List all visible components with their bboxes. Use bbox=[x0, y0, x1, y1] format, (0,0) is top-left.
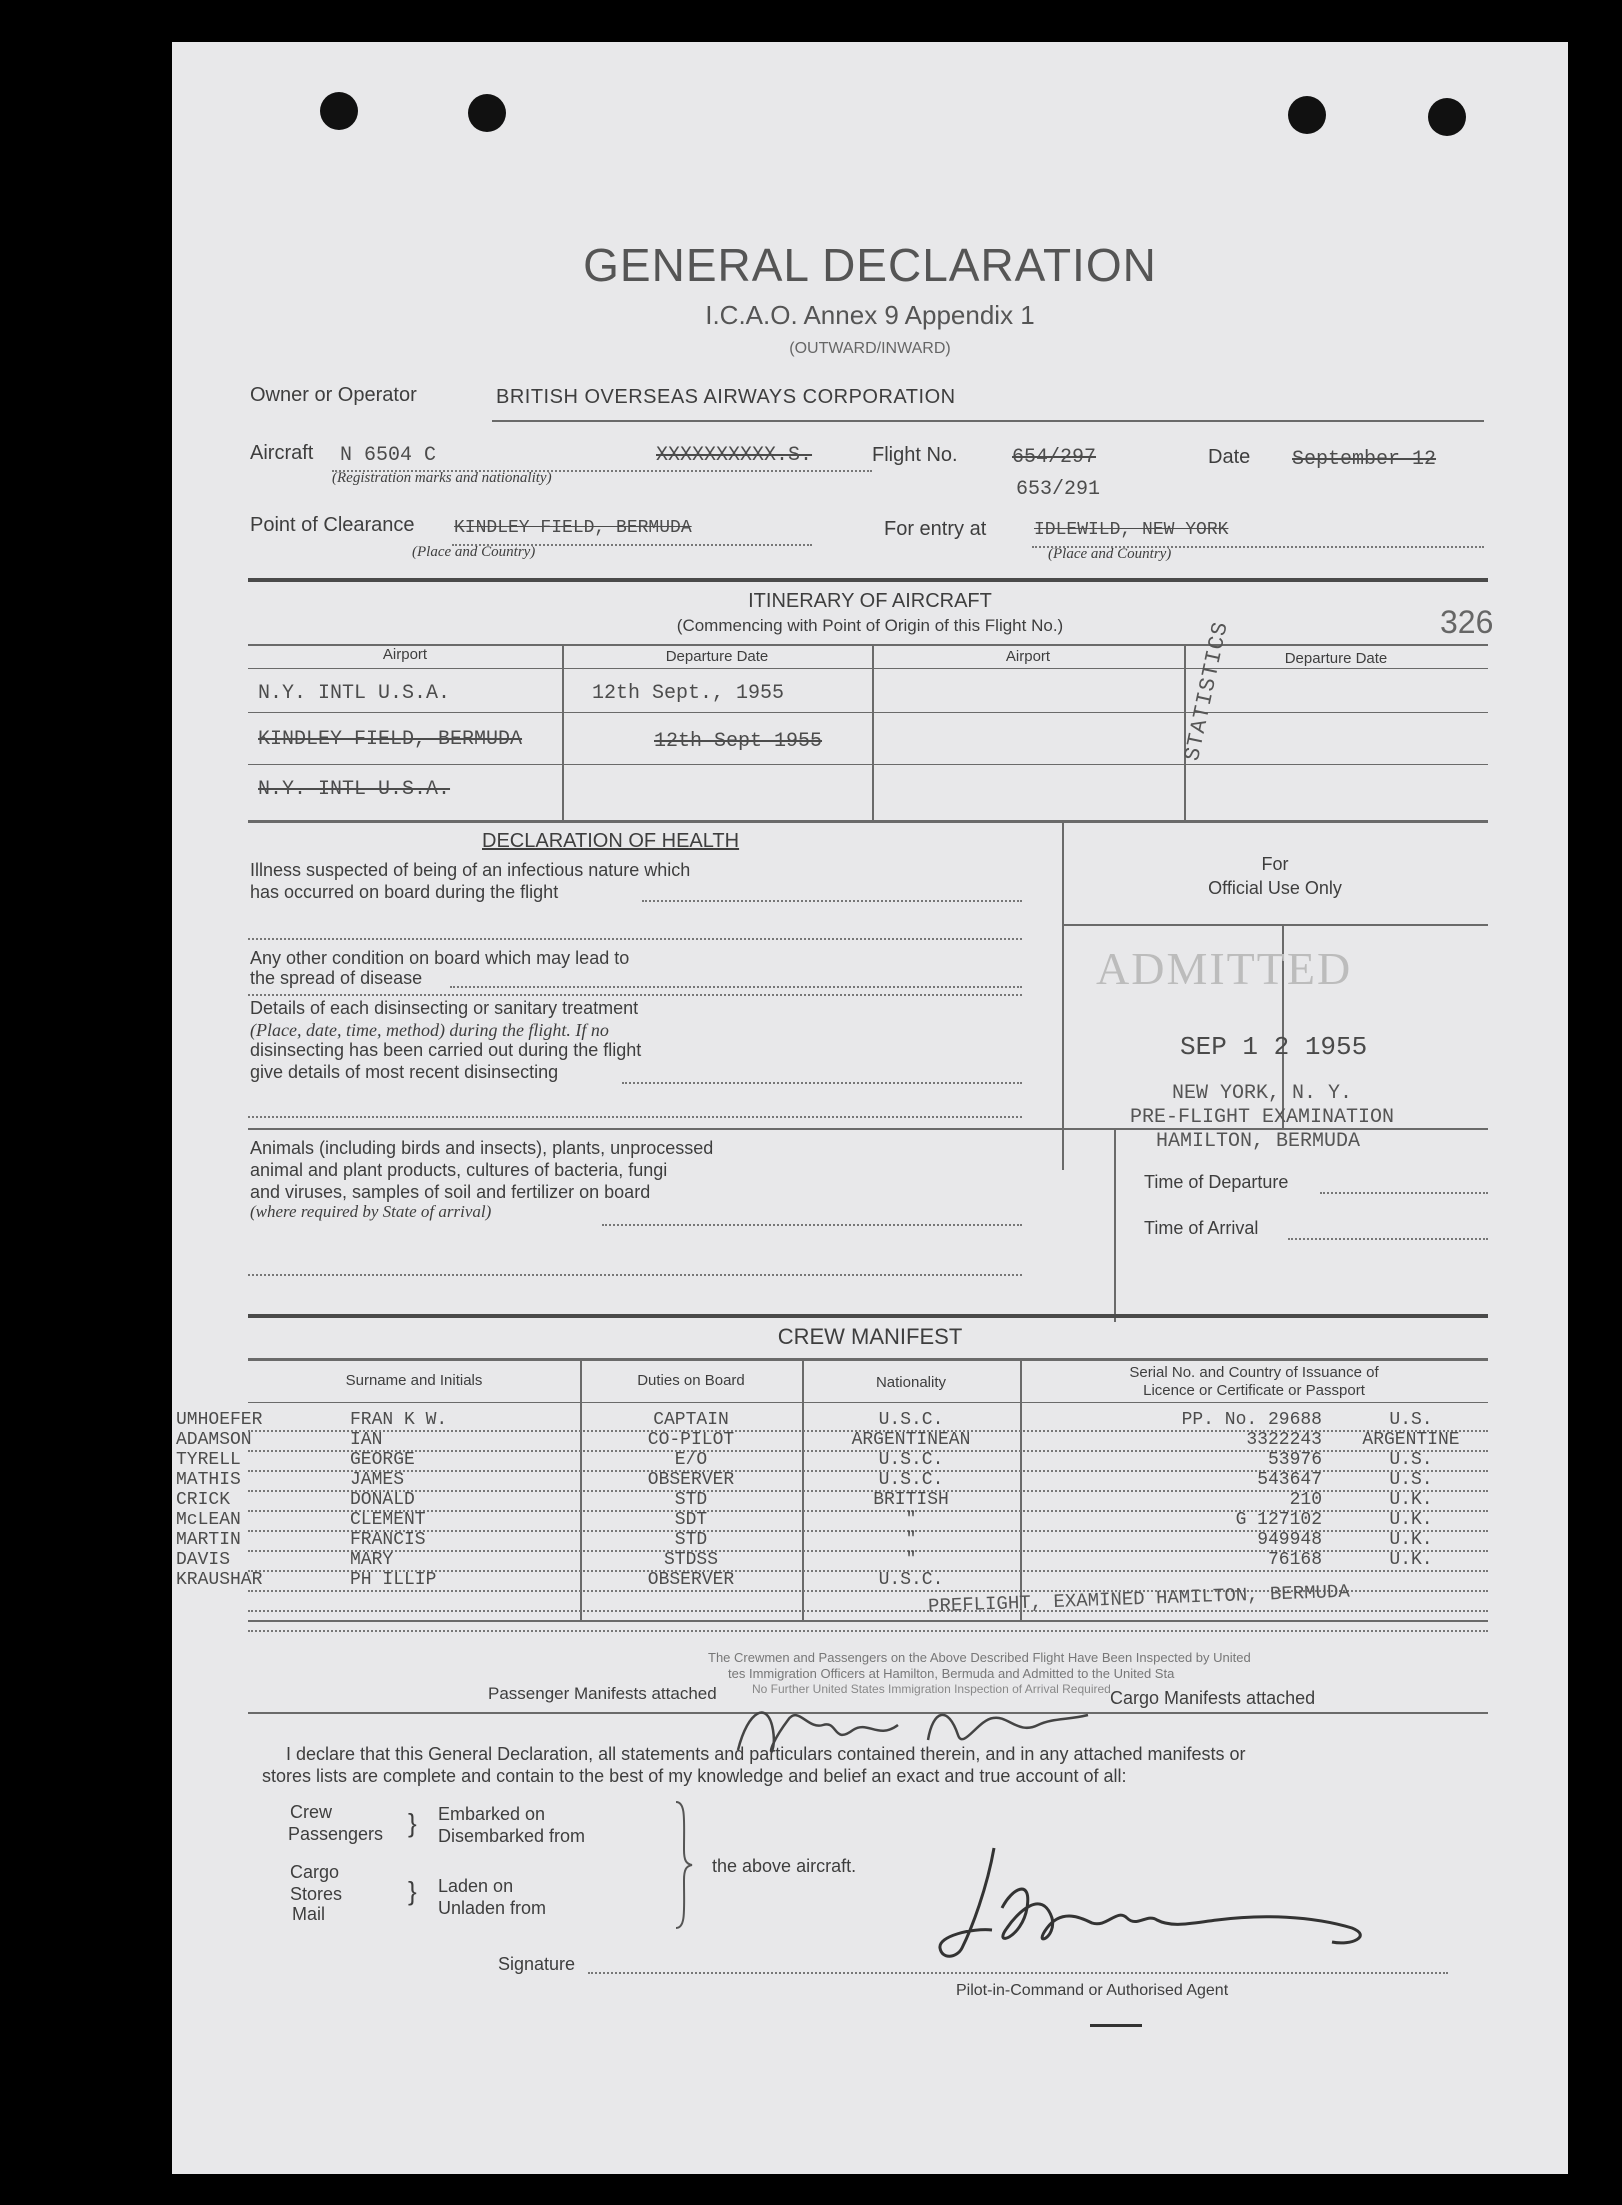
crew-serial: 3322243 bbox=[1246, 1430, 1322, 1450]
itinerary-col bbox=[872, 644, 874, 820]
health-q3-answer-line bbox=[622, 1082, 1022, 1084]
owner-value: BRITISH OVERSEAS AIRWAYS CORPORATION bbox=[496, 386, 956, 408]
crew-serial: 210 bbox=[1289, 1490, 1322, 1510]
above-aircraft: the above aircraft. bbox=[712, 1856, 857, 1876]
crew-top bbox=[248, 1358, 1488, 1361]
crew-duty: OBSERVER bbox=[647, 1470, 735, 1490]
form-title: GENERAL DECLARATION bbox=[583, 239, 1157, 291]
itinerary-title: ITINERARY OF AIRCRAFT bbox=[748, 590, 992, 612]
declaration-form bbox=[172, 42, 1568, 2174]
flight-label: Flight No. bbox=[872, 444, 958, 466]
crew-nationality: U.S.C. bbox=[878, 1470, 944, 1490]
entry-label: For entry at bbox=[884, 518, 987, 540]
itinerary-airport: N.Y. INTL U.S.A. bbox=[258, 682, 451, 705]
admitted-stamp: ADMITTED bbox=[1096, 943, 1353, 994]
crew-duty: SDT bbox=[674, 1510, 708, 1530]
animals-divider bbox=[1114, 1128, 1116, 1322]
crew-serial: G 127102 bbox=[1235, 1510, 1322, 1530]
disembarked-label: Disembarked from bbox=[438, 1826, 586, 1846]
crew-country: U.K. bbox=[1389, 1510, 1433, 1530]
crew-blank-line bbox=[248, 1630, 1488, 1632]
crew-initials: IAN bbox=[350, 1430, 383, 1450]
official-box-top bbox=[1062, 924, 1488, 926]
divider bbox=[248, 1314, 1488, 1318]
crew-blank-line bbox=[248, 1610, 1488, 1612]
preflight-line-stamp: PREFLIGHT, EXAMINED HAMILTON, BERMUDA bbox=[927, 1580, 1351, 1618]
itinerary-airport: KINDLEY FIELD, BERMUDA bbox=[258, 728, 523, 751]
time-departure-line bbox=[1320, 1192, 1488, 1194]
admit-place: NEW YORK, N. Y. bbox=[1172, 1082, 1353, 1105]
health-title: DECLARATION OF HEALTH bbox=[482, 830, 740, 852]
inspection-line1: The Crewmen and Passengers on the Above Described Flight Have Been Inspected by United bbox=[708, 1650, 1251, 1665]
health-q1-answer-line bbox=[642, 900, 1022, 902]
bottom-mark bbox=[1090, 2024, 1142, 2027]
date-value: September 12 bbox=[1292, 448, 1437, 471]
inspection-line3: No Further United States Immigration Inspection of Arrival Required bbox=[752, 1682, 1111, 1696]
health-q3-line4: give details of most recent disinsecting bbox=[250, 1062, 559, 1082]
punch-hole bbox=[468, 94, 506, 132]
crew-country: U.K. bbox=[1389, 1530, 1433, 1550]
crew-surname: MARTIN bbox=[176, 1530, 241, 1550]
animals-answer-line bbox=[602, 1224, 1022, 1226]
crew-surname: TYRELL bbox=[176, 1450, 241, 1470]
crew-nationality: BRITISH bbox=[873, 1490, 949, 1510]
entry-place-note: (Place and Country) bbox=[1048, 546, 1172, 562]
inspection-line2: tes Immigration Officers at Hamilton, Bermuda and Admitted to the United Sta bbox=[728, 1666, 1175, 1681]
crew-initials: DONALD bbox=[350, 1490, 415, 1510]
crew-duty: CO-PILOT bbox=[647, 1430, 735, 1450]
crew-duty: CAPTAIN bbox=[653, 1410, 729, 1430]
itinerary-header-line bbox=[248, 668, 1488, 669]
pilot-signature bbox=[932, 1828, 1622, 1988]
passenger-manifests: Passenger Manifests attached bbox=[488, 1684, 717, 1703]
statistics-stamp: STATISTICS bbox=[1180, 619, 1234, 764]
clearance-label: Point of Clearance bbox=[250, 514, 415, 536]
preflight-place-stamp: HAMILTON, BERMUDA bbox=[1156, 1130, 1361, 1153]
itinerary-header-date: Departure Date bbox=[1284, 650, 1388, 667]
passengers-label: Passengers bbox=[288, 1824, 384, 1844]
itinerary-date: 12th Sept., 1955 bbox=[592, 682, 785, 705]
crew-initials: FRANCIS bbox=[350, 1530, 426, 1550]
crew-nationality: U.S.C. bbox=[878, 1410, 944, 1430]
date-label: Date bbox=[1208, 446, 1251, 468]
crew-serial: 76168 bbox=[1267, 1550, 1322, 1570]
crew-nationality: ARGENTINEAN bbox=[851, 1430, 971, 1450]
time-departure-label: Time of Departure bbox=[1144, 1172, 1289, 1192]
owner-label: Owner or Operator bbox=[250, 384, 417, 406]
animals-line1: Animals (including birds and insects), plants, unprocessed bbox=[250, 1138, 714, 1158]
health-q3-line3: disinsecting has been carried out during the flight bbox=[250, 1040, 642, 1060]
laden-label: Laden on bbox=[438, 1876, 514, 1896]
itinerary-row-line bbox=[248, 712, 1488, 713]
animals-line3: and viruses, samples of soil and fertilizer on board bbox=[250, 1182, 651, 1202]
punch-hole bbox=[1428, 98, 1466, 136]
crew-label: Crew bbox=[290, 1802, 333, 1822]
crew-header-licence: Licence or Certificate or Passport bbox=[1143, 1382, 1365, 1399]
crew-bottom bbox=[248, 1620, 1488, 1622]
owner-underline bbox=[492, 420, 1484, 422]
itinerary-header-airport: Airport bbox=[1005, 648, 1051, 665]
registration-note: (Registration marks and nationality) bbox=[332, 470, 552, 486]
crew-serial: 53976 bbox=[1267, 1450, 1322, 1470]
crew-country: ARGENTINE bbox=[1362, 1430, 1460, 1450]
aircraft-label: Aircraft bbox=[250, 442, 314, 464]
crew-initials: GEORGE bbox=[350, 1450, 415, 1470]
health-q2-answer-line bbox=[450, 986, 1022, 988]
crew-surname: DAVIS bbox=[176, 1550, 231, 1570]
itinerary-header-date: Departure Date bbox=[665, 648, 769, 665]
brace: } bbox=[408, 1808, 417, 1838]
crew-duty: STDSS bbox=[663, 1550, 718, 1570]
crew-initials: FRAN K W. bbox=[350, 1410, 448, 1430]
page-number: 326 bbox=[1440, 604, 1494, 640]
aircraft-struck: XXXXXXXXXX.S. bbox=[656, 444, 813, 467]
crew-country: U.S. bbox=[1389, 1410, 1433, 1430]
crew-header-nationality: Nationality bbox=[875, 1374, 947, 1391]
aircraft-value: N 6504 C bbox=[340, 444, 437, 467]
signature-label: Signature bbox=[498, 1954, 576, 1974]
time-arrival-line bbox=[1288, 1238, 1488, 1240]
animals-blank bbox=[248, 1274, 1022, 1276]
entry-value: IDLEWILD, NEW YORK bbox=[1034, 520, 1229, 540]
animals-line2: animal and plant products, cultures of bacteria, fungi bbox=[250, 1160, 668, 1180]
declare-line2: stores lists are complete and contain to the best of my knowledge and belief an exact and true account of all: bbox=[262, 1766, 1127, 1786]
crew-country: U.K. bbox=[1389, 1490, 1433, 1510]
crew-duty: STD bbox=[674, 1490, 708, 1510]
crew-surname: McLEAN bbox=[176, 1510, 241, 1530]
health-q3-line1: Details of each disinsecting or sanitary treatment bbox=[250, 998, 639, 1018]
itinerary-row-line bbox=[248, 764, 1488, 765]
divider bbox=[248, 578, 1488, 582]
crew-surname: UMHOEFER bbox=[176, 1410, 263, 1430]
pilot-label: Pilot-in-Command or Authorised Agent bbox=[956, 1982, 1229, 1999]
crew-surname: CRICK bbox=[176, 1490, 231, 1510]
health-q2-line1: Any other condition on board which may lead to bbox=[250, 948, 630, 968]
punch-hole bbox=[1288, 96, 1326, 134]
crew-nationality: U.S.C. bbox=[878, 1570, 944, 1590]
crew-header-serial: Serial No. and Country of Issuance of bbox=[1129, 1364, 1379, 1381]
health-q1-blank bbox=[248, 938, 1022, 940]
health-q2-line2: the spread of disease bbox=[250, 968, 423, 988]
itinerary-bottom bbox=[248, 820, 1488, 823]
direction-label: (OUTWARD/INWARD) bbox=[789, 340, 951, 357]
animals-line4: (where required by State of arrival) bbox=[250, 1202, 492, 1221]
crew-initials: PH ILLIP bbox=[350, 1570, 437, 1590]
big-brace bbox=[672, 1800, 696, 1930]
itinerary-date: 12th Sept 1955 bbox=[654, 730, 823, 753]
itinerary-header-airport: Airport bbox=[382, 646, 428, 663]
crew-serial: 949948 bbox=[1257, 1530, 1322, 1550]
cargo-manifests: Cargo Manifests attached bbox=[1110, 1688, 1316, 1708]
crew-title: CREW MANIFEST bbox=[777, 1324, 963, 1349]
crew-initials: MARY bbox=[350, 1550, 394, 1570]
embarked-label: Embarked on bbox=[438, 1804, 546, 1824]
health-q1-line1: Illness suspected of being of an infectious nature which bbox=[250, 860, 691, 880]
crew-country: U.S. bbox=[1389, 1470, 1433, 1490]
clearance-value: KINDLEY FIELD, BERMUDA bbox=[454, 518, 692, 538]
unladen-label: Unladen from bbox=[438, 1898, 547, 1918]
crew-surname: MATHIS bbox=[176, 1470, 241, 1490]
crew-nationality: " bbox=[905, 1550, 917, 1570]
clearance-place-note: (Place and Country) bbox=[412, 544, 536, 560]
crew-header-surname: Surname and Initials bbox=[345, 1372, 483, 1389]
declare-line1: I declare that this General Declaration, all statements and particulars contained therein, and in any attached manifests or bbox=[286, 1744, 1246, 1764]
crew-serial: PP. No. 29688 bbox=[1181, 1410, 1322, 1430]
form-subtitle: I.C.A.O. Annex 9 Appendix 1 bbox=[705, 300, 1035, 330]
crew-header-line bbox=[248, 1402, 1488, 1403]
stores-label: Stores bbox=[290, 1884, 343, 1904]
crew-duty: STD bbox=[674, 1530, 708, 1550]
crew-initials: JAMES bbox=[350, 1470, 405, 1490]
health-q1-line2: has occurred on board during the flight bbox=[250, 882, 559, 902]
flight-struck: 654/297 bbox=[1012, 446, 1097, 469]
admit-date: SEP 1 2 1955 bbox=[1180, 1032, 1368, 1062]
crew-country: U.K. bbox=[1389, 1550, 1433, 1570]
flight-value: 653/291 bbox=[1016, 478, 1101, 501]
punch-hole bbox=[320, 92, 358, 130]
crew-serial: 543647 bbox=[1257, 1470, 1322, 1490]
health-q3-line2: (Place, date, time, method) during the flight. If no bbox=[250, 1020, 609, 1040]
crew-surname: ADAMSON bbox=[176, 1430, 252, 1450]
crew-surname: KRAUSHAR bbox=[176, 1570, 263, 1590]
official-use-only: Official Use Only bbox=[1208, 878, 1342, 898]
itinerary-subtitle: (Commencing with Point of Origin of this Flight No.) bbox=[676, 616, 1064, 635]
crew-nationality: " bbox=[905, 1510, 917, 1530]
itinerary-airport: N.Y. INTL U.S.A. bbox=[258, 778, 451, 801]
crew-nationality: U.S.C. bbox=[878, 1450, 944, 1470]
itinerary-col bbox=[562, 644, 564, 820]
crew-duty: OBSERVER bbox=[647, 1570, 735, 1590]
crew-initials: CLEMENT bbox=[350, 1510, 426, 1530]
preflight-exam-stamp: PRE-FLIGHT EXAMINATION bbox=[1130, 1106, 1395, 1129]
official-use-for: For bbox=[1261, 854, 1289, 874]
cargo-label: Cargo bbox=[290, 1862, 340, 1882]
brace: } bbox=[408, 1876, 417, 1906]
crew-nationality: " bbox=[905, 1530, 917, 1550]
mail-label: Mail bbox=[292, 1904, 326, 1924]
health-q3-blank bbox=[248, 1116, 1022, 1118]
crew-header-duties: Duties on Board bbox=[637, 1372, 745, 1389]
health-q2-blank bbox=[248, 994, 1022, 996]
time-arrival-label: Time of Arrival bbox=[1144, 1218, 1259, 1238]
crew-country: U.S. bbox=[1389, 1450, 1433, 1470]
crew-duty: E/O bbox=[674, 1450, 708, 1470]
